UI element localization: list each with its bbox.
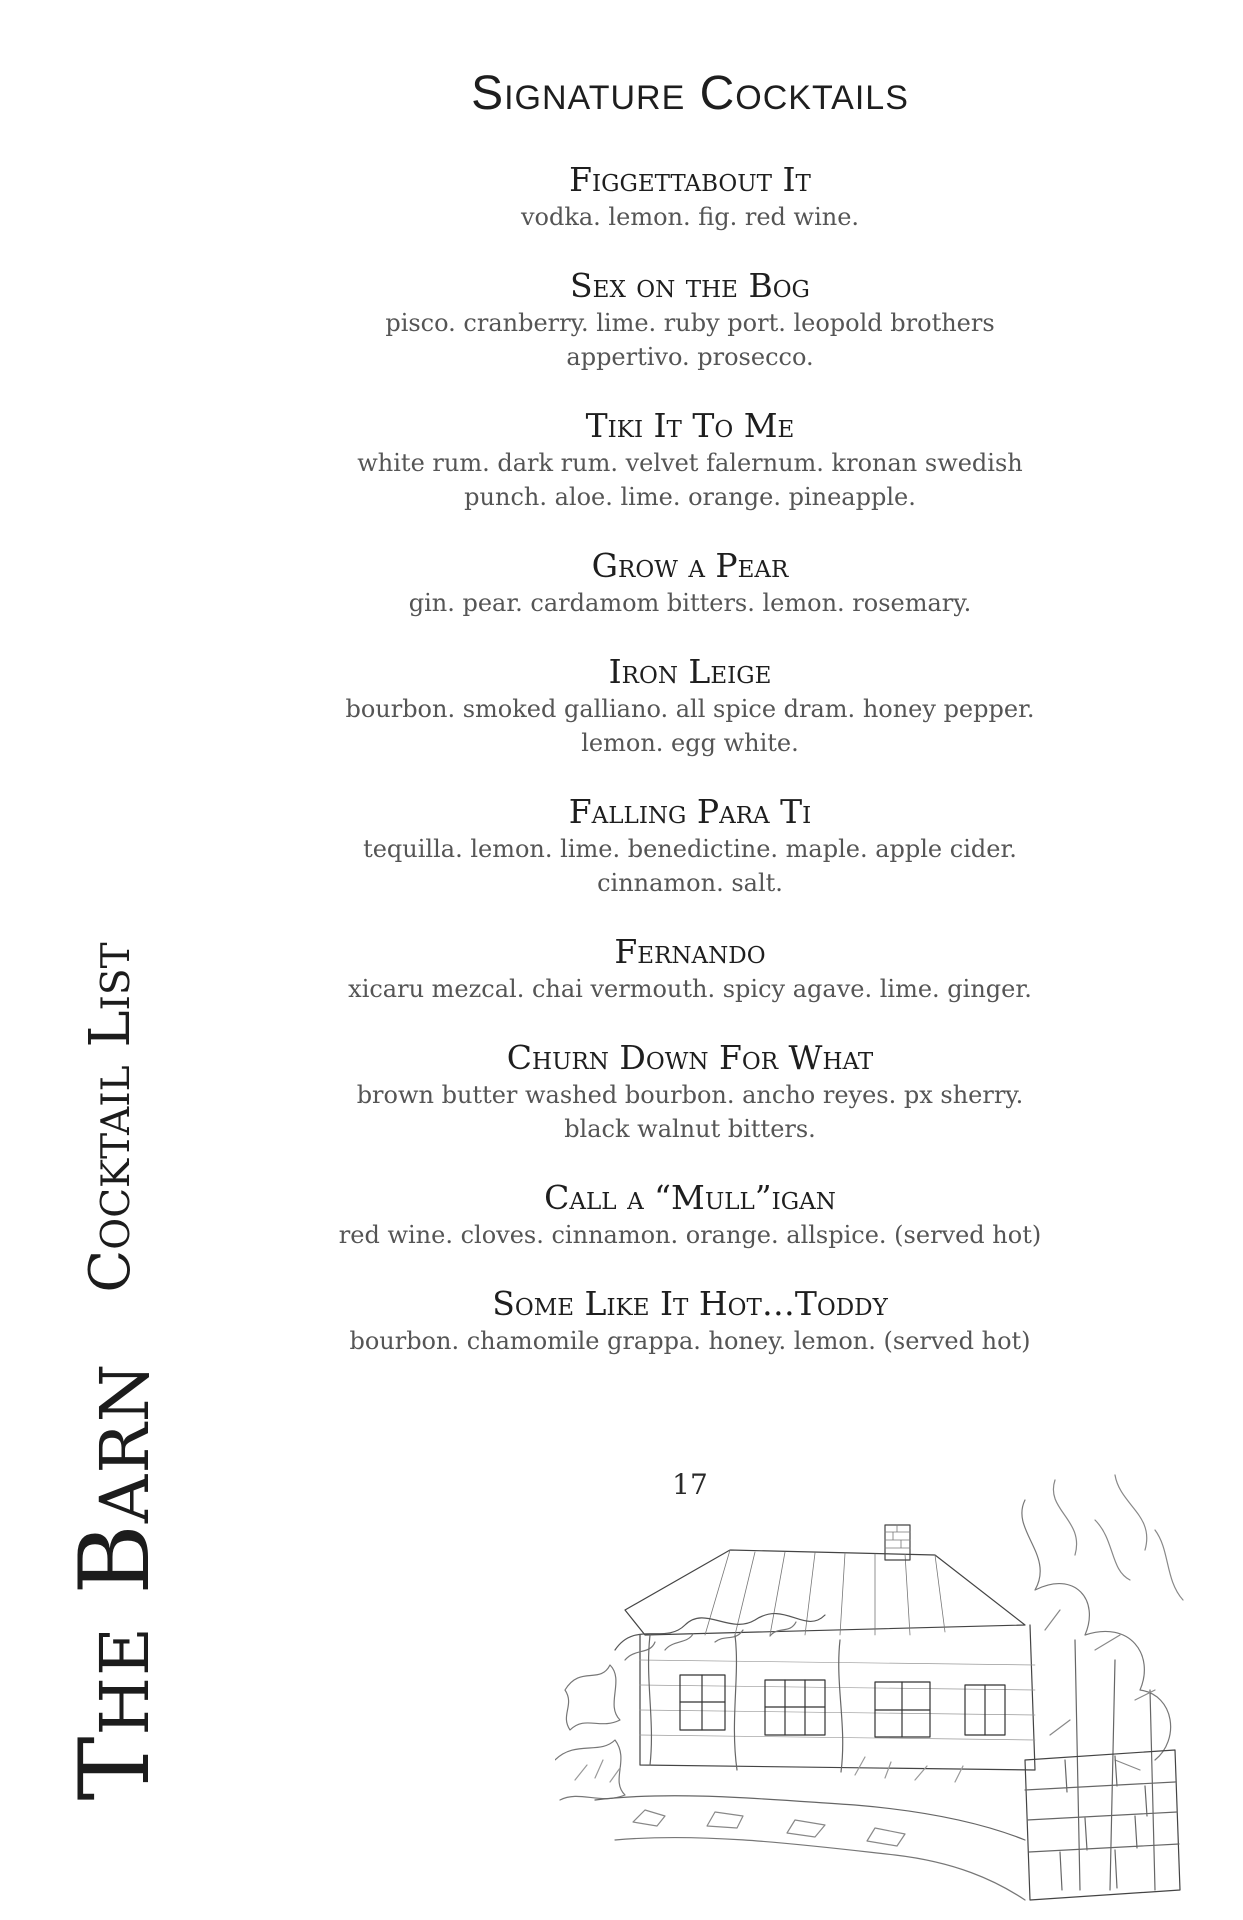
- cocktail-ingredients: vodka. lemon. fig. red wine.: [520, 203, 860, 231]
- cocktail-name: Iron Leige: [608, 652, 772, 691]
- page-number: 17: [672, 1468, 708, 1501]
- cocktail-name: Falling Para Ti: [568, 792, 812, 831]
- cocktail-name: Some Like It Hot…Toddy: [492, 1284, 888, 1323]
- barn-sketch-illustration: [555, 1460, 1195, 1915]
- cocktail-name: Grow a Pear: [591, 546, 789, 585]
- cocktail-ingredients: bourbon. smoked galliano. all spice dram. honey pepper. lemon. egg white.: [345, 695, 1035, 757]
- side-title: [60, 905, 170, 1800]
- cocktail-ingredients: pisco. cranberry. lime. ruby port. leopold brothers appertivo. prosecco.: [385, 309, 995, 371]
- cocktail-ingredients: red wine. cloves. cinnamon. orange. allspice. (served hot): [338, 1221, 1042, 1249]
- cocktail-item: [300, 406, 1080, 514]
- cocktail-item: [300, 1178, 1080, 1252]
- cocktail-name: Sex on the Bog: [570, 266, 810, 305]
- cocktail-ingredients: brown butter washed bourbon. ancho reyes. px sherry. black walnut bitters.: [356, 1081, 1024, 1143]
- brand-title: The Barn: [59, 1362, 171, 1800]
- cocktail-item: [300, 546, 1080, 620]
- cocktail-name: Call a “Mull”igan: [544, 1178, 836, 1217]
- cocktail-ingredients: bourbon. chamomile grappa. honey. lemon. (served hot): [349, 1327, 1031, 1355]
- cocktail-ingredients: tequilla. lemon. lime. benedictine. maple. apple cider. cinnamon. salt.: [363, 835, 1017, 897]
- page-heading: Signature Cocktails: [471, 67, 909, 120]
- cocktail-name: Tiki It To Me: [585, 406, 795, 445]
- cocktail-name: Fernando: [614, 932, 766, 971]
- cocktail-list: [300, 160, 1080, 1390]
- cocktail-item: [300, 932, 1080, 1006]
- cocktail-name: Churn Down For What: [506, 1038, 874, 1077]
- cocktail-name: Figgettabout It: [569, 160, 811, 199]
- cocktail-ingredients: gin. pear. cardamom bitters. lemon. rosemary.: [408, 589, 972, 617]
- cocktail-ingredients: xicaru mezcal. chai vermouth. spicy agave. lime. ginger.: [348, 975, 1032, 1003]
- cocktail-item: [300, 652, 1080, 760]
- cocktail-item: [300, 792, 1080, 900]
- cocktail-ingredients: white rum. dark rum. velvet falernum. kronan swedish punch. aloe. lime. orange. pineapple.: [357, 449, 1023, 511]
- cocktail-item: [300, 1284, 1080, 1358]
- cocktail-item: [300, 266, 1080, 374]
- cocktail-item: [300, 1038, 1080, 1146]
- cocktail-item: [300, 160, 1080, 234]
- menu-section-title: Cocktail List: [78, 941, 143, 1293]
